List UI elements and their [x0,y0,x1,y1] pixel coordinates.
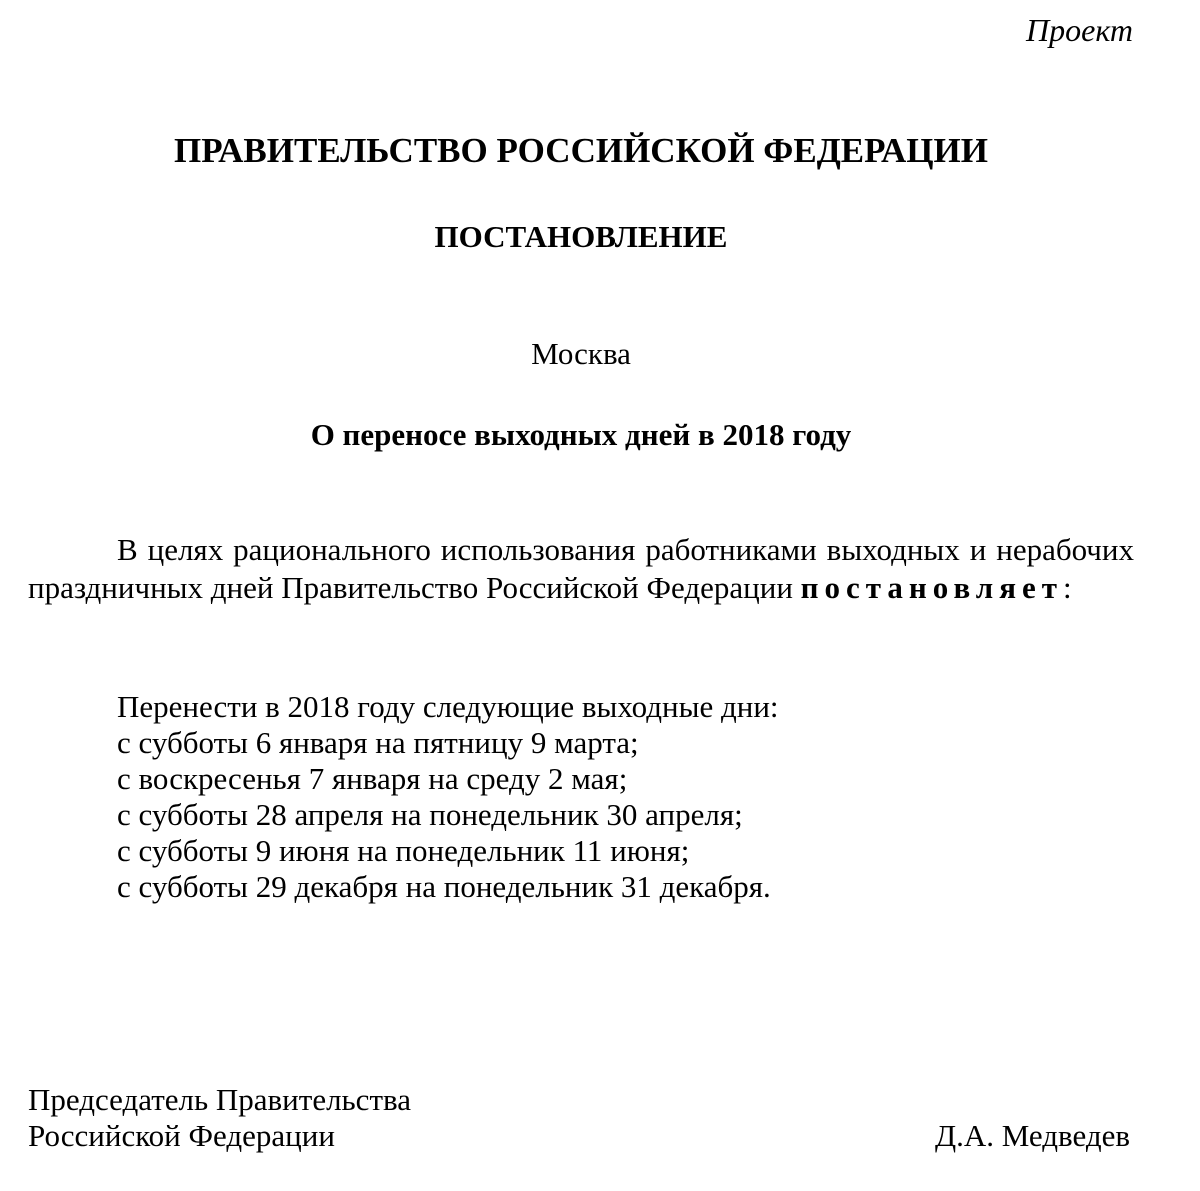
transfer-item: с субботы 28 апреля на понедельник 30 апреля; [117,797,743,832]
preamble-paragraph [28,531,1134,607]
city: Москва [531,336,631,371]
document-subject: О переносе выходных дней в 2018 году [310,417,852,452]
transfer-item: с воскресенья 7 января на среду 2 мая; [117,761,628,796]
transfer-item: с субботы 9 июня на понедельник 11 июня; [117,833,690,868]
signer-name: Д.А. Медведев [934,1118,1130,1153]
resolves-word: постановляет [800,570,1063,605]
government-title: ПРАВИТЕЛЬСТВО РОССИЙСКОЙ ФЕДЕРАЦИИ [174,131,988,170]
preamble-text: В целях рационального использования работниками выходных и нерабочих праздничных дней Правительство Российской Федерации [28,532,1134,605]
draft-mark: Проект [1026,12,1133,48]
transfer-item: с субботы 29 декабря на понедельник 31 декабря. [117,869,771,904]
document-type: ПОСТАНОВЛЕНИЕ [434,219,728,254]
resolution-intro: Перенести в 2018 году следующие выходные дни: [117,689,779,724]
resolves-punctuation: : [1062,570,1072,605]
signer-position-line: Российской Федерации [28,1118,335,1153]
signer-position-line: Председатель Правительства [28,1082,411,1117]
transfer-item: с субботы 6 января на пятницу 9 марта; [117,725,639,760]
resolution-list [117,689,1117,905]
signer-position [28,1082,411,1154]
